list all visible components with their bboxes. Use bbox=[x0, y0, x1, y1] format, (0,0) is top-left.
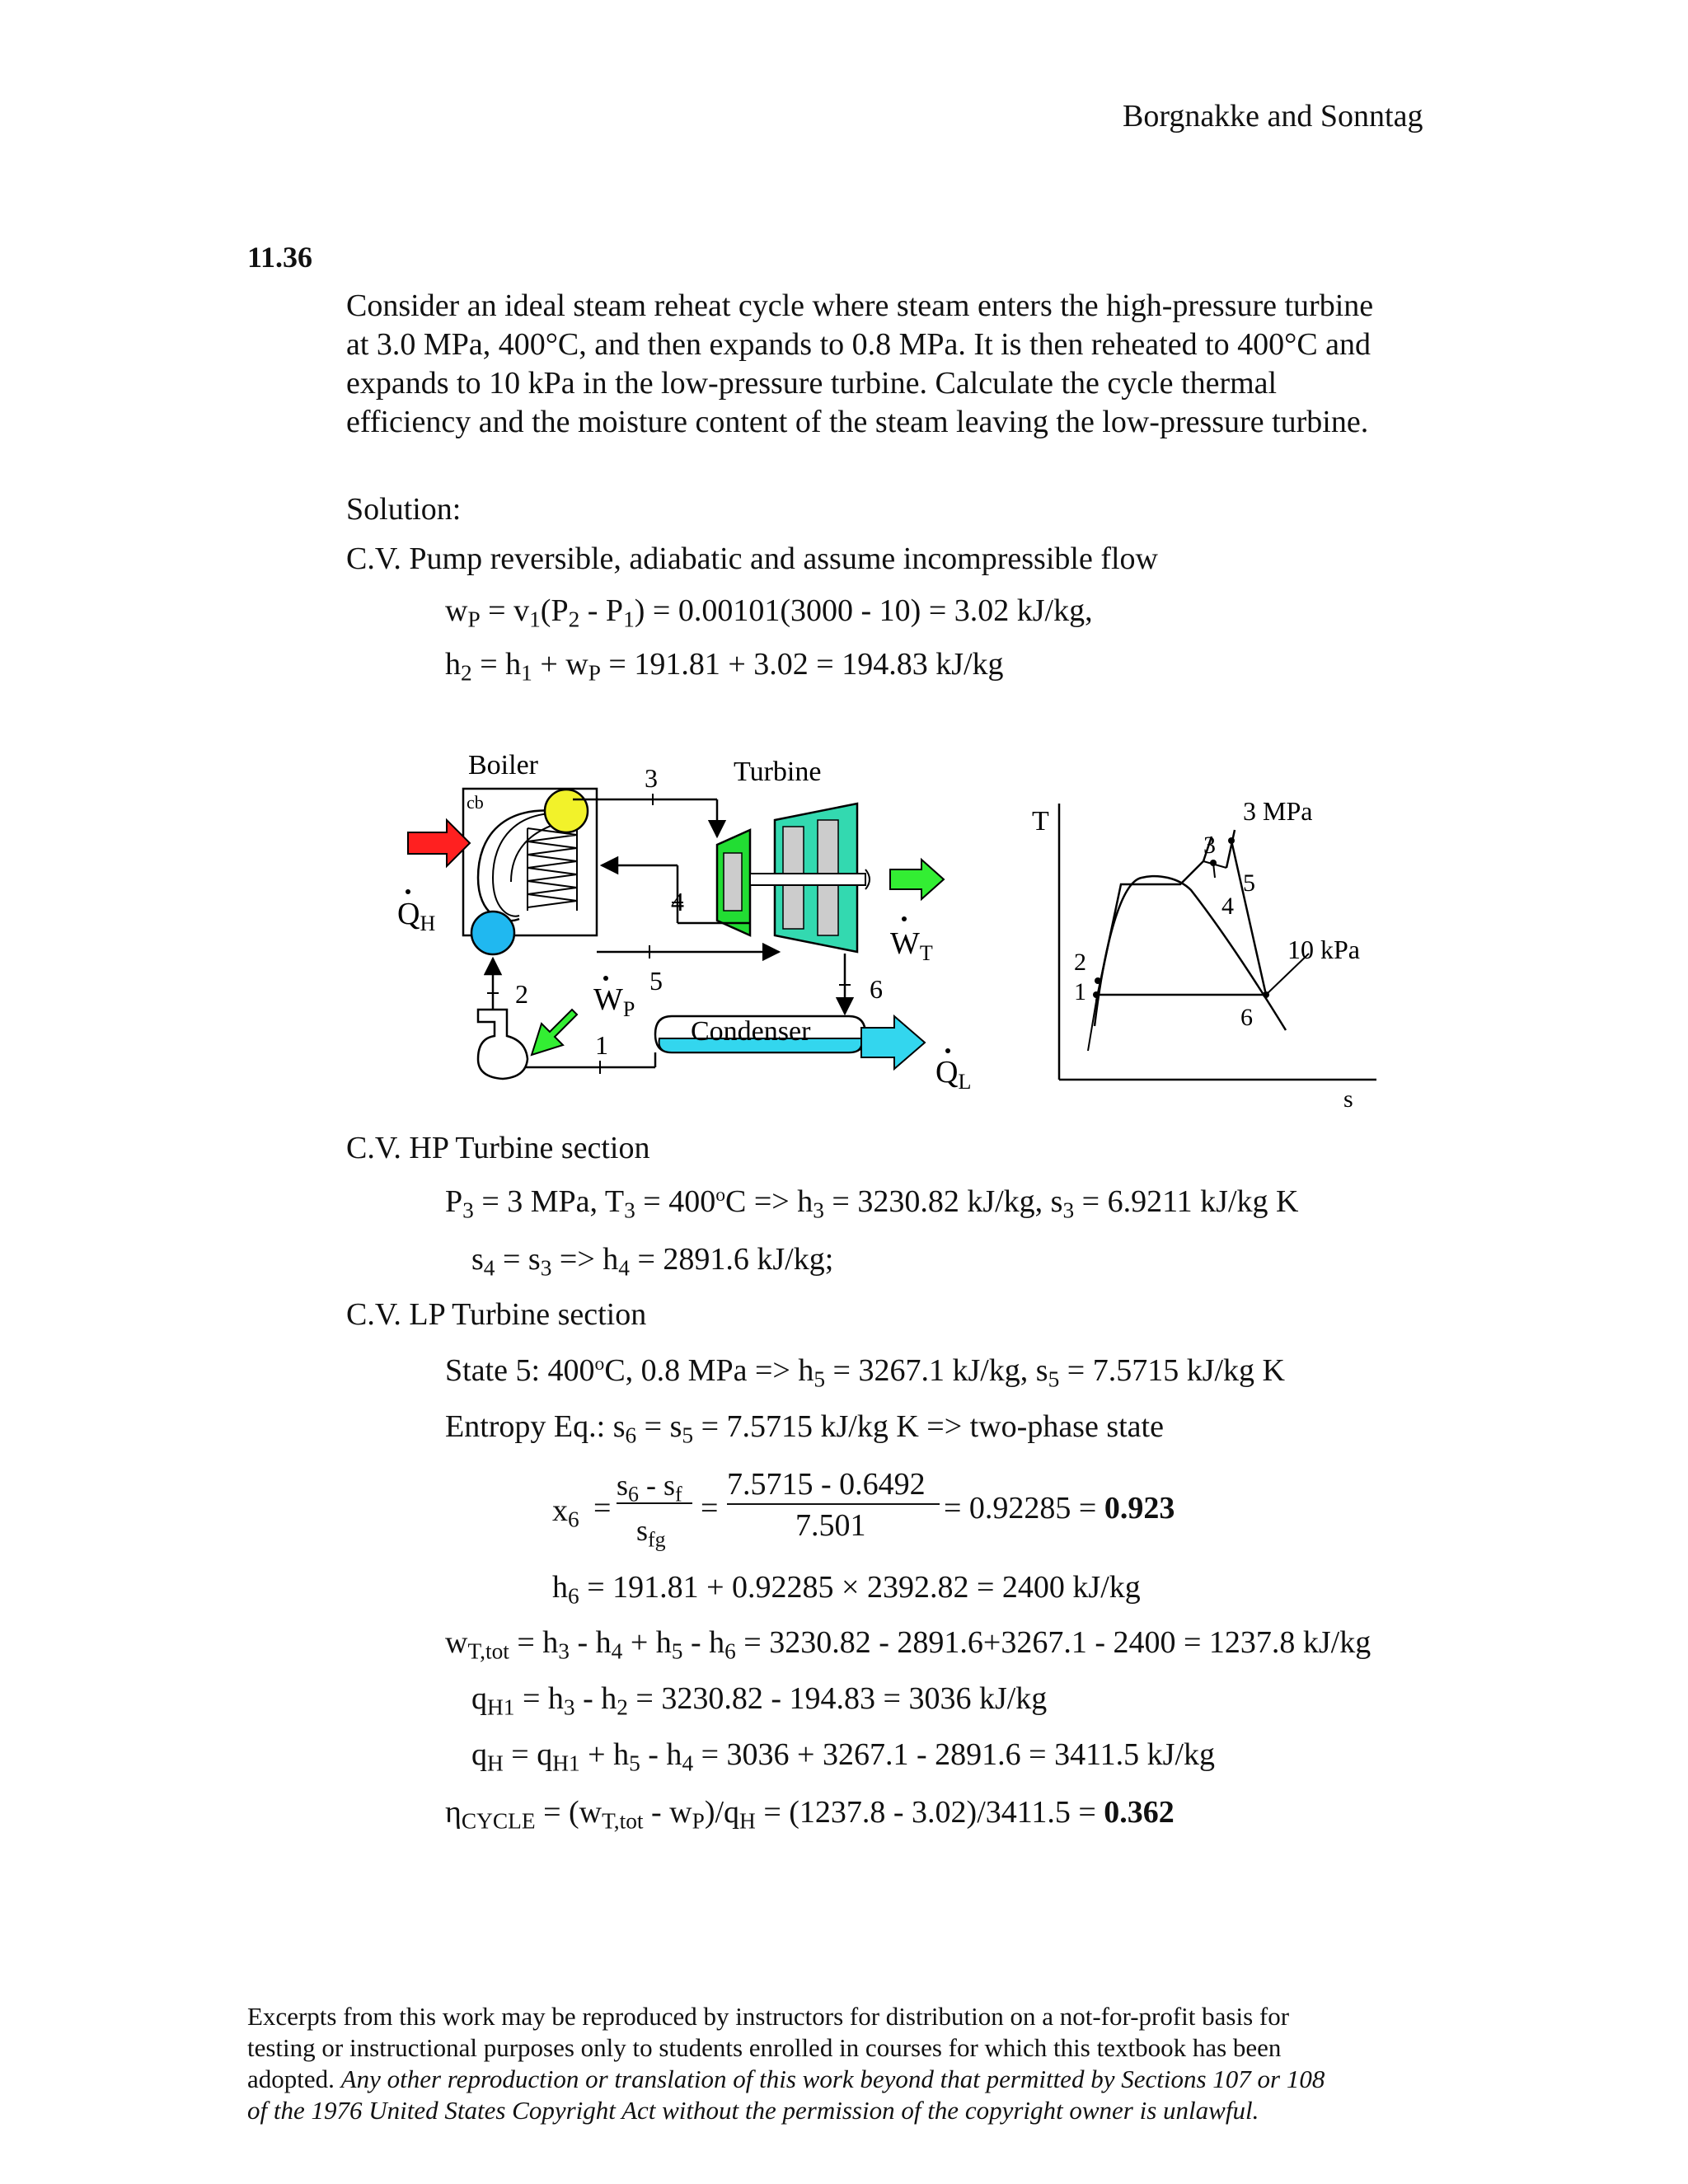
hp-state-4: $s_4 = s_3 => h_4 = 2891.6$ kJ/kg; bbox=[471, 1242, 834, 1281]
wp-equation: $w_P = v_1(P_2 - P_1) = 0.00101(3000 - 10) = 3.02$ kJ/kg, bbox=[445, 593, 1093, 632]
boiler-label: Boiler bbox=[468, 750, 538, 780]
ql-label: $Q_L$ bbox=[935, 1055, 972, 1094]
heat-in-arrow bbox=[408, 820, 470, 866]
high-pressure-line bbox=[1096, 837, 1212, 1001]
qh1-equation: $q_{H1} = h_3 - h_2 = 3230.82 - 194.83 = 3036$ kJ/kg bbox=[471, 1681, 1048, 1720]
wt-label: $W_T$ bbox=[890, 926, 933, 965]
pump-work-arrow bbox=[532, 1010, 577, 1055]
entropy-equation: Entropy Eq.: $s_6 = s_5 = 7.5715$ kJ/kg K => two-phase state bbox=[445, 1409, 1164, 1448]
header-authors: Borgnakke and Sonntag bbox=[1123, 99, 1423, 134]
footer-line: Excerpts from this work may be reproduced by instructors for distribution on a not-for-profit basis for bbox=[247, 2002, 1290, 2031]
low-pressure-label: 10 kPa bbox=[1287, 935, 1360, 964]
wt-equation: $w_{T,tot} = h_3 - h_4 + h_5 - h_6 = 3230.82 - 2891.6+3267.1 - 2400 = 1237.8$ kJ/kg bbox=[445, 1625, 1372, 1664]
cv-lp-heading: C.V. LP Turbine section bbox=[346, 1297, 647, 1332]
turbine-shaft bbox=[750, 874, 865, 885]
ts-point-3: 3 bbox=[1203, 832, 1216, 859]
work-out-arrow bbox=[890, 860, 944, 899]
ts-point-4: 4 bbox=[1221, 893, 1234, 920]
boiler-coil bbox=[528, 828, 577, 907]
qh-equation: $q_H = q_{H1} + h_5 - h_4 = 3036 + 3267.1 - 2891.6 = 3411.5$ kJ/kg bbox=[471, 1737, 1216, 1776]
statement-line: expands to 10 kPa in the low-pressure turbine. Calculate the cycle thermal bbox=[346, 366, 1278, 401]
s-axis-label: s bbox=[1343, 1085, 1353, 1113]
ts-point-5: 5 bbox=[1243, 869, 1255, 897]
qh-label: $Q_H$ bbox=[397, 897, 436, 935]
statement-line: Consider an ideal steam reheat cycle where steam enters the high-pressure turbine bbox=[346, 288, 1374, 323]
water-drum bbox=[471, 912, 514, 954]
problem-number: 11.36 bbox=[247, 241, 313, 274]
footer-line: testing or instructional purposes only to students enrolled in courses for which this textbook has been bbox=[247, 2033, 1282, 2062]
efficiency-equation: $\eta_{CYCLE} = (w_{T,tot} - w_P)/q_H = (1237.8 - 3.02)/3411.5 = 0.362$ bbox=[445, 1795, 1175, 1834]
rankine-reheat-diagram bbox=[387, 738, 1401, 1125]
statement-line: efficiency and the moisture content of the steam leaving the low-pressure turbine. bbox=[346, 405, 1369, 439]
state-1-label: 1 bbox=[595, 1030, 608, 1060]
h6-equation: $h_6 = 191.81 + 0.92285 \times 2392.82 = 2400$ kJ/kg bbox=[552, 1570, 1141, 1609]
statement-line: at 3.0 MPa, 400°C, and then expands to 0.8 MPa. It is then reheated to 400°C and bbox=[346, 327, 1372, 362]
turbine-label: Turbine bbox=[734, 757, 822, 787]
state-2-label: 2 bbox=[515, 979, 528, 1009]
footer-line: adopted. Any other reproduction or translation of this work beyond that permitted by Sections 107 or 108 bbox=[247, 2064, 1325, 2093]
ts-point-1: 1 bbox=[1074, 978, 1086, 1005]
condenser-label: Condenser bbox=[691, 1016, 811, 1047]
wp-label: $W_P$ bbox=[593, 982, 635, 1021]
lp-state-5: State 5: 400$^o$C, 0.8 MPa => $h_5 = 3267.1$ kJ/kg, $s_5 = 7.5715$ kJ/kg K bbox=[445, 1353, 1285, 1392]
cv-pump-heading: C.V. Pump reversible, adiabatic and assume incompressible flow bbox=[346, 541, 1158, 576]
footer-line: of the 1976 United States Copyright Act without the permission of the copyright owner is unlawful. bbox=[247, 2096, 1259, 2125]
high-pressure-label: 3 MPa bbox=[1243, 796, 1313, 826]
ts-point-6: 6 bbox=[1240, 1004, 1253, 1031]
state-4-label: 4 bbox=[671, 887, 684, 916]
steam-drum bbox=[545, 790, 588, 832]
solution-heading: Solution: bbox=[346, 492, 462, 527]
cv-hp-heading: C.V. HP Turbine section bbox=[346, 1131, 650, 1165]
state-5-label: 5 bbox=[649, 966, 663, 996]
ts-point-2: 2 bbox=[1074, 949, 1086, 976]
ts-diagram bbox=[1032, 796, 1376, 1113]
hp-state-3: $P_3 = 3$ MPa, $T_3 = 400^oC => h_3 = 3230.82$ kJ/kg, $s_3 = 6.9211$ kJ/kg K bbox=[445, 1184, 1299, 1223]
h2-equation: $h_2 = h_1 + w_P = 191.81 + 3.02 = 194.83$ kJ/kg bbox=[445, 647, 1004, 686]
state-3-label: 3 bbox=[645, 763, 658, 793]
cb-label: cb bbox=[467, 792, 484, 813]
heat-out-arrow bbox=[861, 1016, 925, 1069]
state-6-label: 6 bbox=[870, 974, 883, 1004]
pump bbox=[478, 1010, 528, 1079]
t-axis-label: T bbox=[1032, 806, 1049, 837]
